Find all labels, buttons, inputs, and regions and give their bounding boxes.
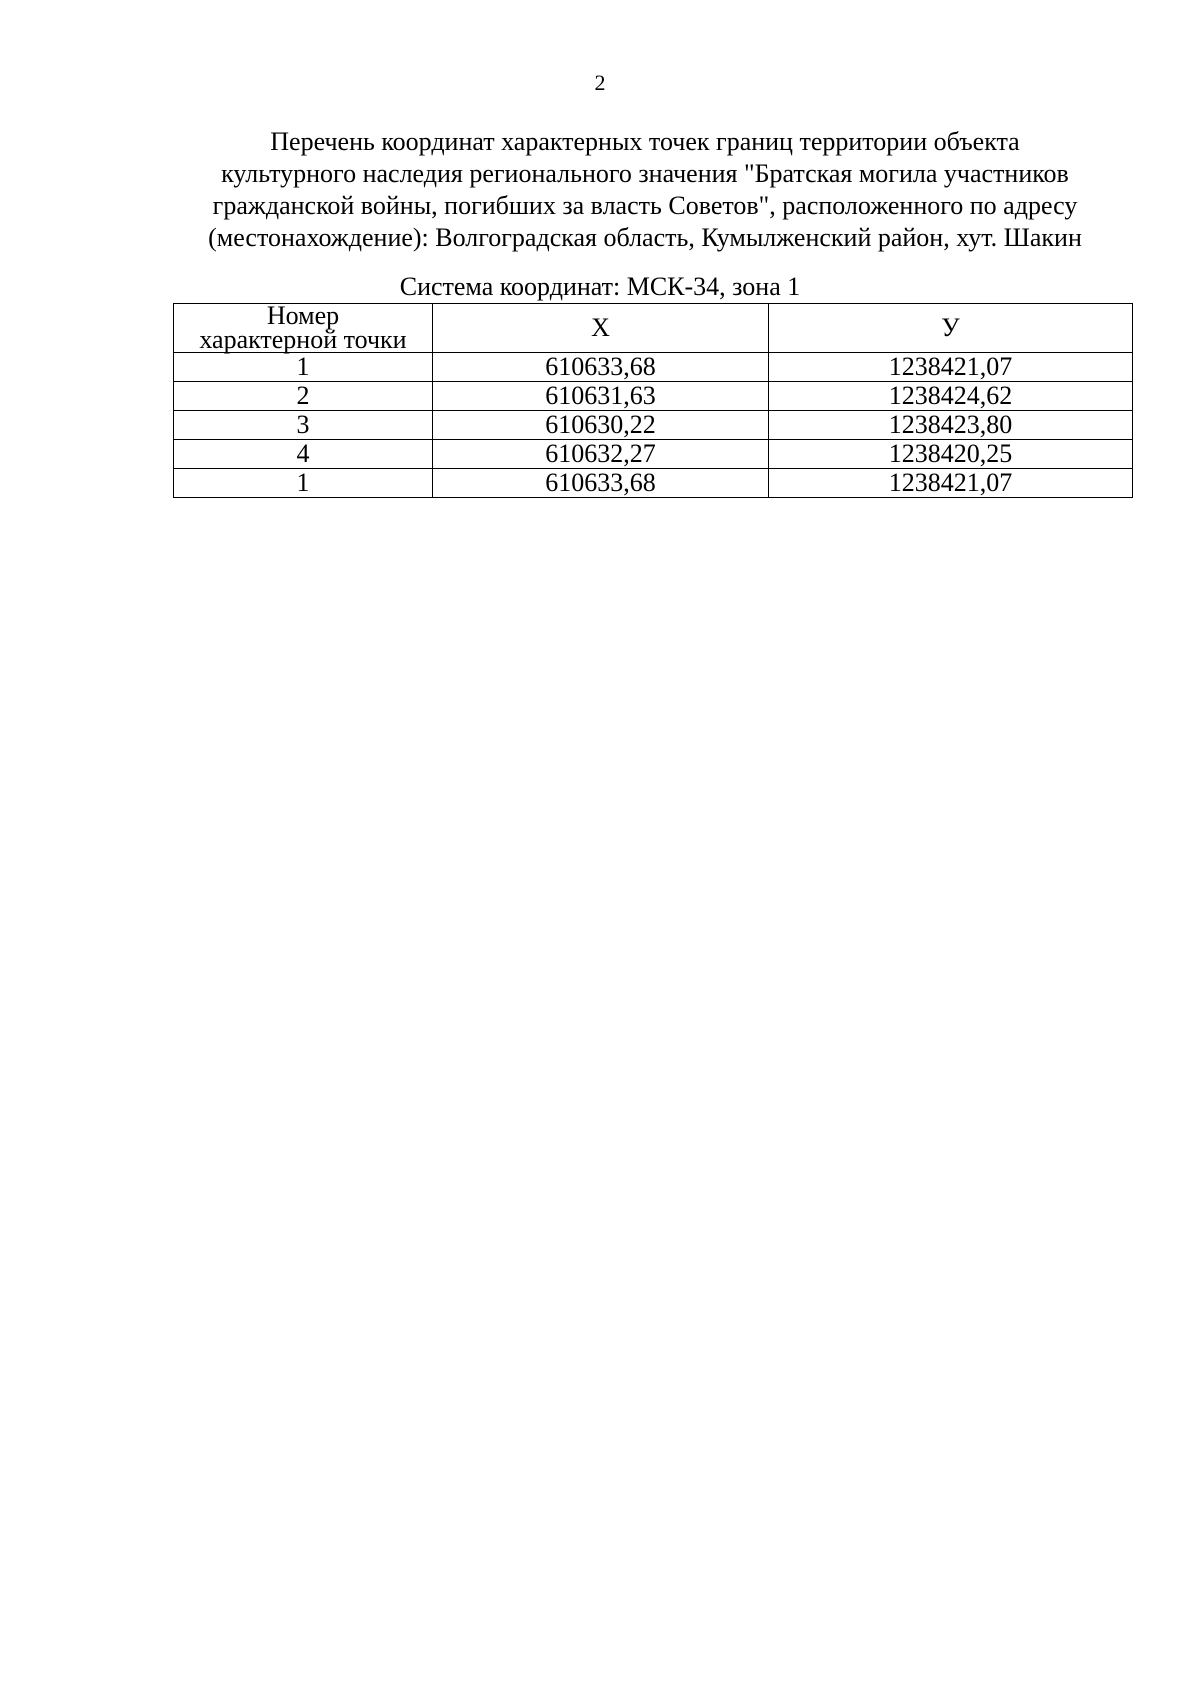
title-line: Перечень координат характерных точек границ территории объекта [270, 127, 1020, 156]
cell-point: 4 [174, 440, 433, 469]
cell-x: 610632,27 [433, 440, 769, 469]
coordinate-system-caption: Система координат: МСК-34, зона 1 [399, 272, 801, 301]
cell-point: 1 [174, 353, 433, 382]
page-number: 2 [594, 70, 606, 95]
cell-point: 2 [174, 382, 433, 411]
header-point-number [174, 301, 433, 354]
header-x: X [433, 304, 769, 353]
cell-y: 1238421,07 [769, 469, 1133, 498]
header-y: У [769, 304, 1133, 353]
table-header-row [174, 304, 1133, 353]
cell-y: 1238424,62 [769, 382, 1133, 411]
title-line: гражданской войны, погибших за власть Советов", расположенного по адресу [212, 191, 1078, 220]
table-row [174, 469, 1133, 498]
cell-x: 610631,63 [433, 382, 769, 411]
cell-x: 610633,68 [433, 353, 769, 382]
header-point-line2: характерной точки [199, 325, 407, 354]
cell-x: 610633,68 [433, 469, 769, 498]
table-row [174, 440, 1133, 469]
coordinates-table [173, 303, 1133, 498]
title-line: (местонахождение): Волгоградская область, Кумылженский район, хут. Шакин [208, 223, 1082, 252]
cell-x: 610630,22 [433, 411, 769, 440]
header-point-line1: Номер [266, 301, 340, 330]
title-line: культурного наследия регионального значения "Братская могила участников [221, 159, 1069, 188]
cell-y: 1238421,07 [769, 353, 1133, 382]
cell-y: 1238420,25 [769, 440, 1133, 469]
cell-point: 1 [174, 469, 433, 498]
table-row [174, 353, 1133, 382]
document-title [150, 126, 1140, 254]
table-row [174, 411, 1133, 440]
cell-point: 3 [174, 411, 433, 440]
table-row [174, 382, 1133, 411]
cell-y: 1238423,80 [769, 411, 1133, 440]
